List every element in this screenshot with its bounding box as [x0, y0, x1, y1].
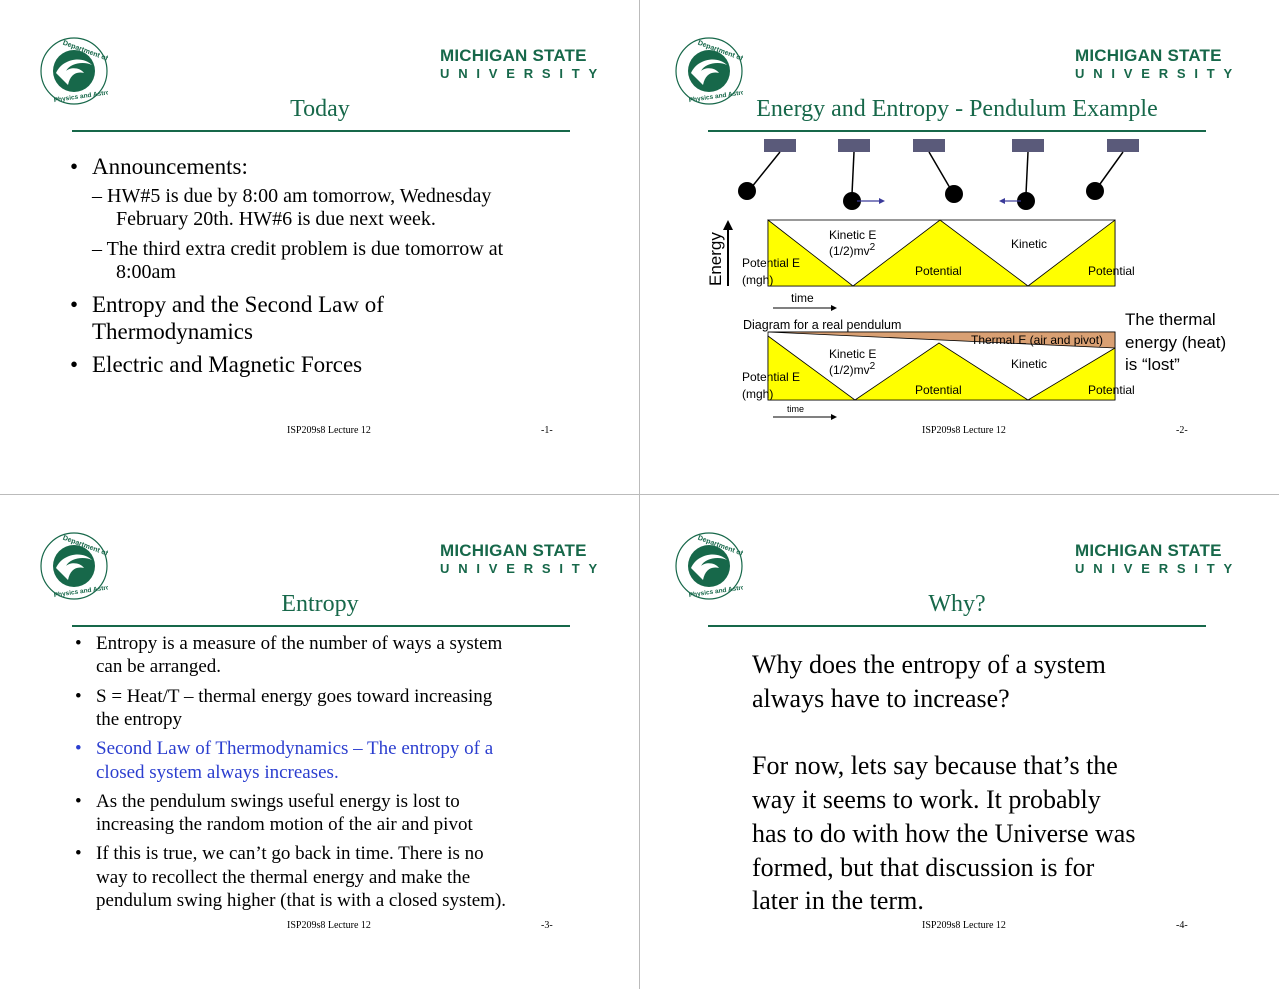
- footer-page: -2-: [1176, 425, 1188, 436]
- side-note-line: The thermal: [1125, 310, 1216, 329]
- pendulum-positions: [738, 139, 1139, 210]
- bullet-dot: •: [75, 686, 82, 707]
- msu-line1: MICHIGAN STATE: [440, 46, 587, 65]
- bullet-text-cont: can be arranged.: [96, 656, 222, 677]
- footer-page: -1-: [541, 425, 553, 436]
- footer-lecture: ISP209s8 Lecture 12: [287, 425, 371, 436]
- sub-bullet: – HW#5 is due by 8:00 am tomorrow, Wednesday: [92, 185, 492, 207]
- answer-line: later in the term.: [752, 886, 924, 915]
- bullet-text-cont: pendulum swing higher (that is with a closed system).: [96, 890, 507, 911]
- potential-e-label: Potential E: [742, 256, 801, 270]
- bullet-text: As the pendulum swings useful energy is lost to: [96, 791, 460, 812]
- msu-wordmark: [1075, 541, 1242, 577]
- bullet-dot: •: [70, 154, 79, 179]
- mgh-label: (mgh): [742, 387, 774, 401]
- bullet-text-cont: the entropy: [96, 709, 183, 730]
- bullet-text: S = Heat/T – thermal energy goes toward increasing: [96, 686, 493, 707]
- slide-title: Today: [290, 96, 350, 122]
- arrow-right-icon: [879, 198, 885, 204]
- kinetic-label: Kinetic: [1011, 357, 1048, 371]
- bullet-entropy: Entropy and the Second Law of: [92, 292, 384, 317]
- physics-department-logo-icon: [40, 37, 108, 105]
- bullet-text-cont: way to recollect the thermal energy and make the: [96, 867, 471, 888]
- footer-lecture: ISP209s8 Lecture 12: [922, 920, 1006, 931]
- msu-wordmark: [440, 46, 607, 82]
- answer-line: has to do with how the Universe was: [752, 819, 1136, 848]
- potential-label: Potential: [915, 264, 962, 278]
- potential-label: Potential: [1088, 383, 1135, 397]
- msu-line2: UNIVERSITY: [440, 66, 607, 81]
- slide-1: [0, 0, 640, 495]
- question-line: always have to increase?: [752, 684, 1010, 713]
- pendulum-diagram: [695, 136, 1279, 426]
- pivot-icon: [1012, 139, 1044, 152]
- bullet-forces: Electric and Magnetic Forces: [92, 352, 363, 377]
- potential-e-label: Potential E: [742, 370, 801, 384]
- pivot-icon: [1107, 139, 1139, 152]
- msu-line1: MICHIGAN STATE: [440, 541, 587, 560]
- physics-department-logo-icon: [675, 532, 743, 600]
- energy-axis-label: Energy: [706, 232, 725, 286]
- potential-label: Potential: [915, 383, 962, 397]
- msu-wordmark: [1075, 46, 1242, 82]
- msu-line2: UNIVERSITY: [1075, 561, 1242, 576]
- time-label: time: [787, 404, 805, 414]
- axis-arrow-icon: [723, 220, 733, 230]
- slide-title: Why?: [928, 591, 986, 617]
- kinetic-formula: $(1/2)mv^2$: [829, 242, 876, 258]
- bullet-announcements: Announcements:: [92, 154, 248, 179]
- slide-4: [640, 495, 1279, 989]
- bullet-second-law: Second Law of Thermodynamics – The entropy of a: [96, 738, 494, 759]
- slide-title: Energy and Entropy - Pendulum Example: [756, 96, 1158, 122]
- msu-line2: UNIVERSITY: [440, 561, 607, 576]
- time-arrow-icon: [831, 305, 837, 311]
- answer-line: For now, lets say because that’s the: [752, 751, 1118, 780]
- footer-page: -4-: [1176, 920, 1188, 931]
- pivot-icon: [838, 139, 870, 152]
- real-energy-diagram: [742, 332, 1135, 420]
- kinetic-e-label: Kinetic E: [829, 347, 877, 361]
- footer-lecture: ISP209s8 Lecture 12: [287, 920, 371, 931]
- title-divider: [72, 130, 570, 132]
- bullet-dot: •: [70, 352, 79, 377]
- slide-3: [0, 495, 640, 989]
- bullet-dot: •: [75, 633, 82, 654]
- kinetic-label: Kinetic: [1011, 237, 1048, 251]
- time-label: time: [791, 291, 814, 305]
- title-divider: [708, 130, 1206, 132]
- bullet-text-cont: increasing the random motion of the air and pivot: [96, 814, 473, 835]
- ideal-energy-diagram: [742, 220, 1135, 311]
- answer-line: way it seems to work. It probably: [752, 785, 1101, 814]
- sub-bullet-cont: 8:00am: [116, 261, 176, 283]
- real-pendulum-label: Diagram for a real pendulum: [743, 318, 902, 332]
- bob-icon: [945, 185, 963, 203]
- potential-label: Potential: [1088, 264, 1135, 278]
- msu-line1: MICHIGAN STATE: [1075, 46, 1222, 65]
- time-arrow-icon: [831, 414, 837, 420]
- bob-icon: [1086, 182, 1104, 200]
- slide-2: [640, 0, 1279, 495]
- pivot-icon: [764, 139, 796, 152]
- arrow-left-icon: [999, 198, 1005, 204]
- side-note-line: is “lost”: [1125, 355, 1180, 374]
- bullet-dot: •: [75, 791, 82, 812]
- msu-wordmark: [440, 541, 607, 577]
- msu-line1: MICHIGAN STATE: [1075, 541, 1222, 560]
- bullet-dot: •: [75, 738, 82, 759]
- physics-department-logo-icon: [40, 532, 108, 600]
- footer-page: -3-: [541, 920, 553, 931]
- kinetic-e-label: Kinetic E: [829, 228, 877, 242]
- footer-lecture: ISP209s8 Lecture 12: [922, 425, 1006, 436]
- pivot-icon: [913, 139, 945, 152]
- physics-department-logo-icon: [675, 37, 743, 105]
- slide-title: Entropy: [281, 591, 359, 617]
- bullet-text: If this is true, we can’t go back in time. There is no: [96, 843, 484, 864]
- bullet-entropy-cont: Thermodynamics: [92, 319, 253, 344]
- bob-icon: [738, 182, 756, 200]
- mgh-label: (mgh): [742, 273, 774, 287]
- title-divider: [72, 625, 570, 627]
- bullet-text: Entropy is a measure of the number of ways a system: [96, 633, 503, 654]
- side-note-line: energy (heat): [1125, 333, 1227, 352]
- bullet-dot: •: [75, 843, 82, 864]
- answer-line: formed, but that discussion is for: [752, 853, 1095, 882]
- msu-line2: UNIVERSITY: [1075, 66, 1242, 81]
- sub-bullet: – The third extra credit problem is due tomorrow at: [92, 238, 504, 260]
- bullet-dot: •: [70, 292, 79, 317]
- thermal-energy-label: Thermal E (air and pivot): [971, 333, 1104, 347]
- kinetic-formula: $(1/2)mv^2$: [829, 361, 876, 377]
- bullet-second-law-cont: closed system always increases.: [96, 762, 339, 783]
- question-line: Why does the entropy of a system: [752, 650, 1106, 679]
- title-divider: [708, 625, 1206, 627]
- sub-bullet-cont: February 20th. HW#6 is due next week.: [116, 208, 436, 230]
